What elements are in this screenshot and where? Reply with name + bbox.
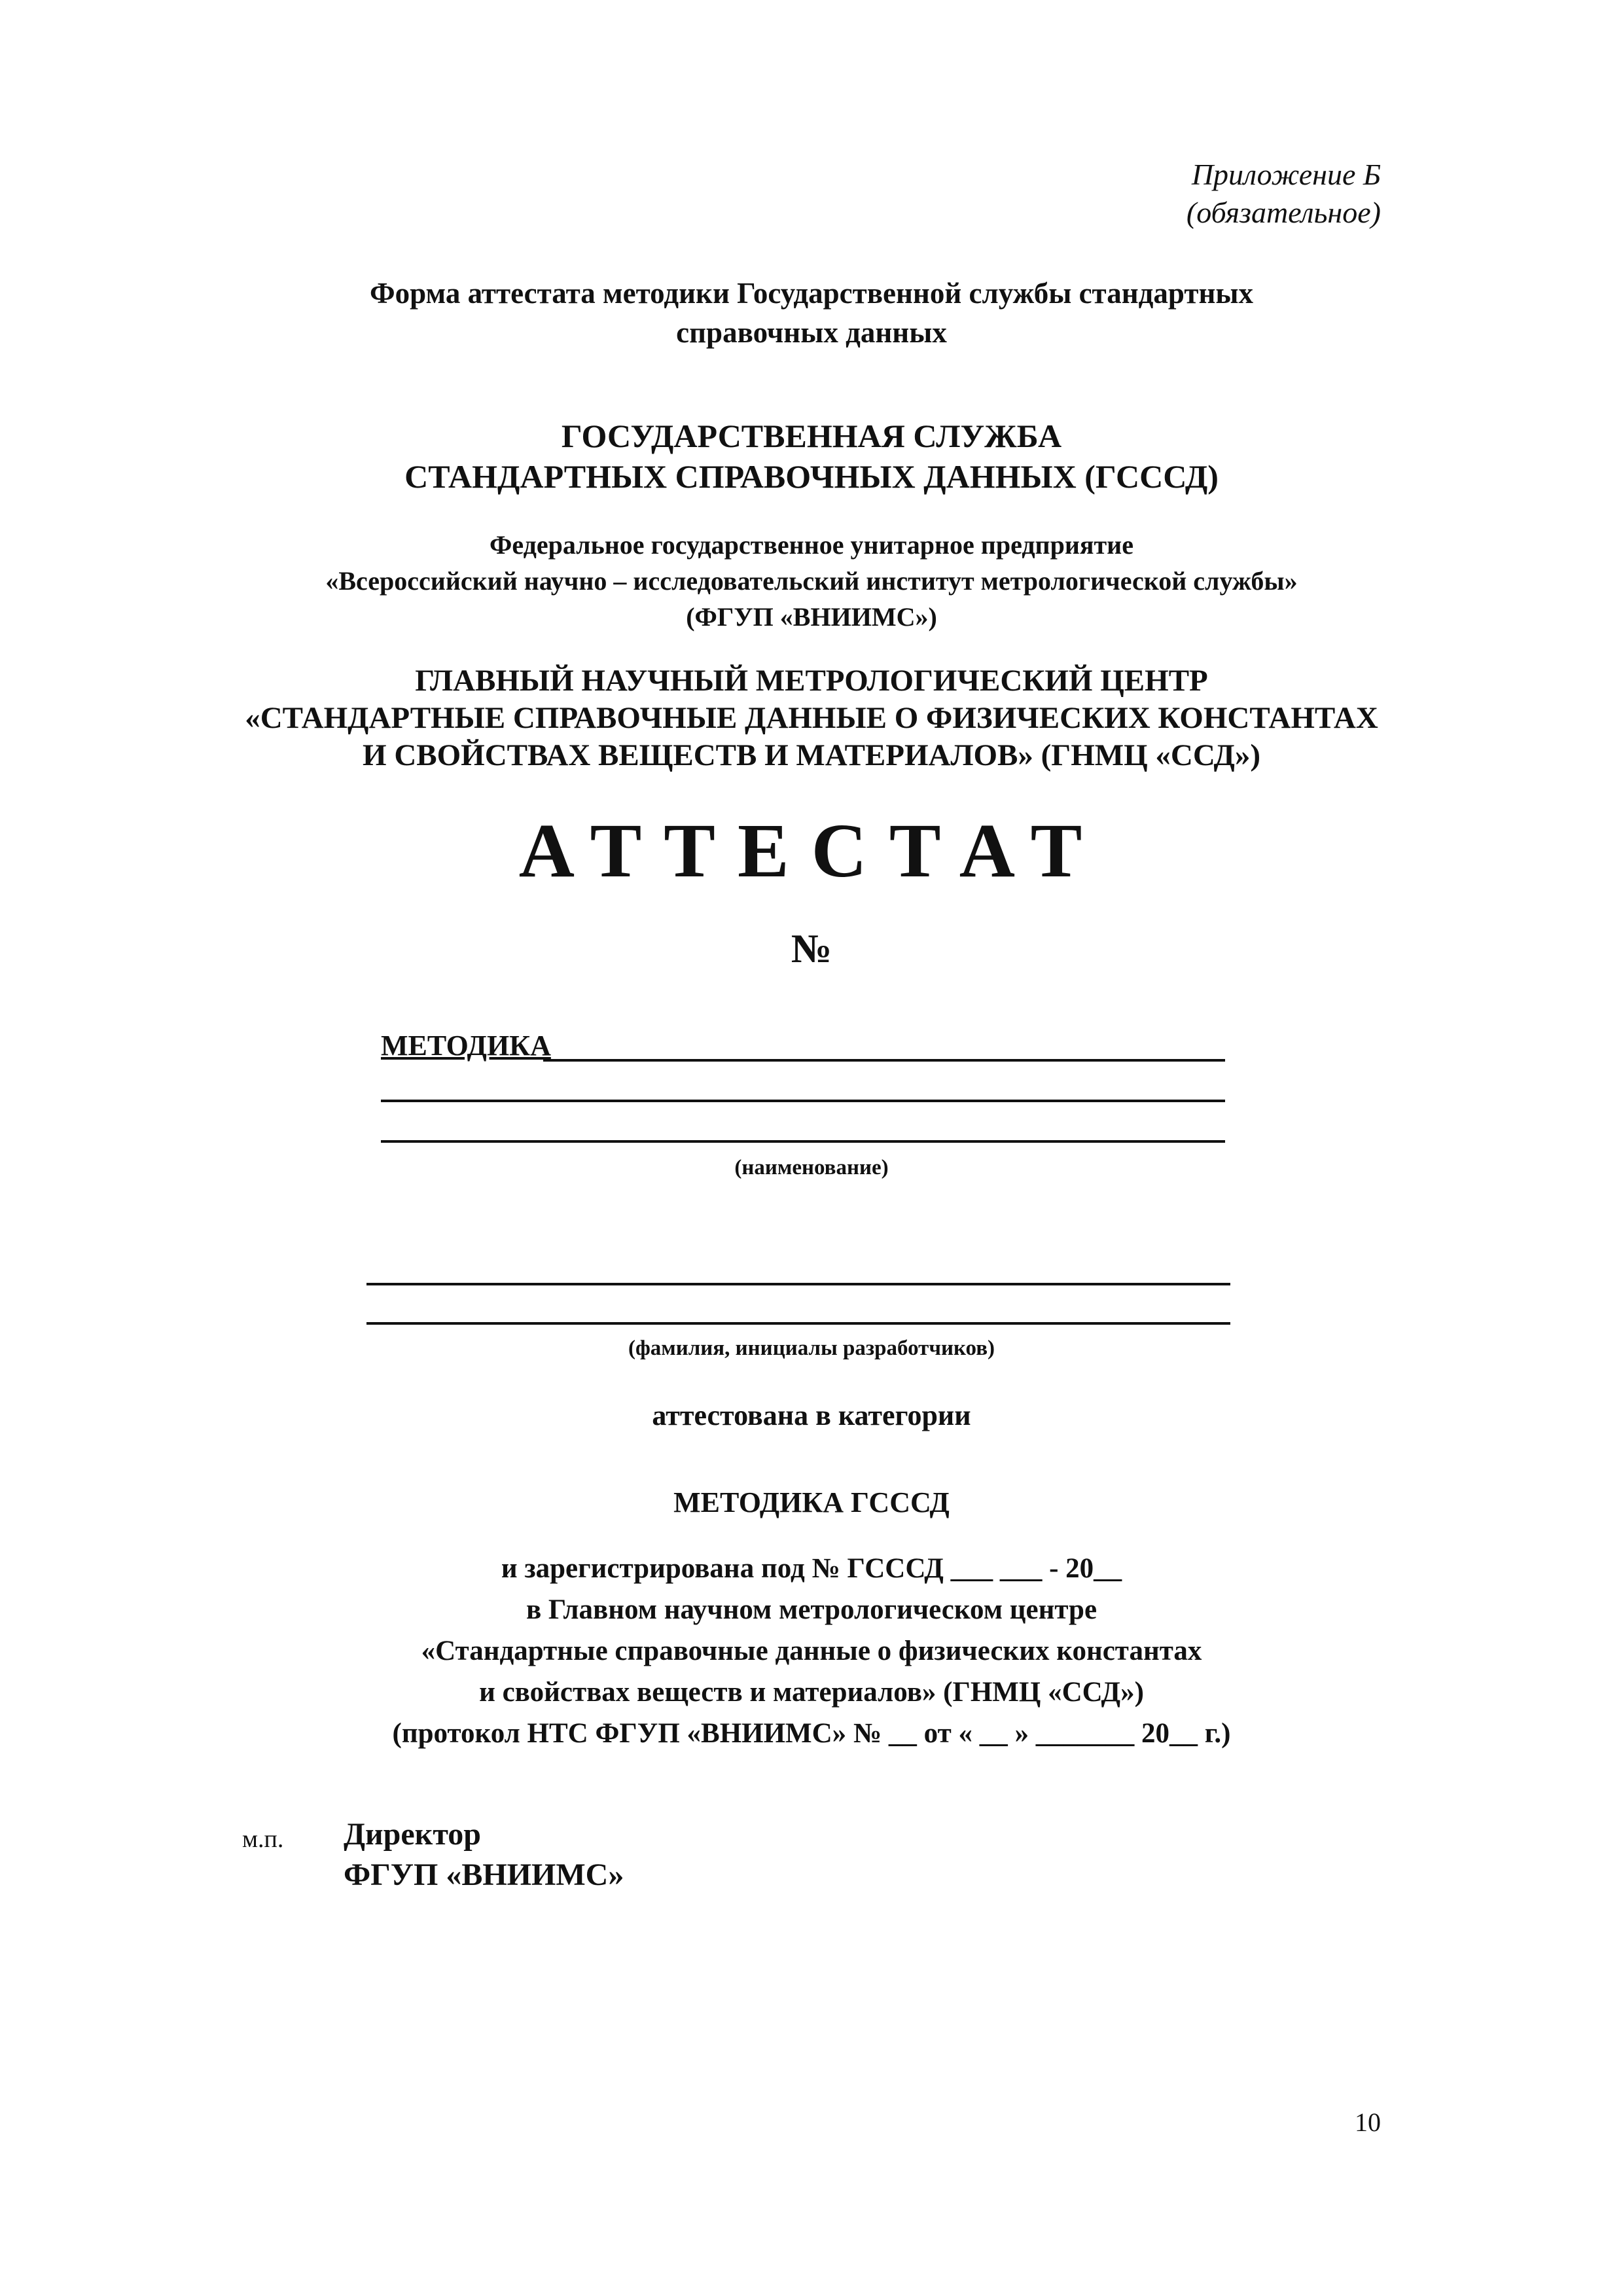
form-title: Форма аттестата методики Государственной службы стандартных справочных данных: [369, 277, 1254, 349]
registration-block: и зарегистрирована под № ГСССД ___ ___ - 20__ в Главном научном метрологическом центре «Стандартные справочные данные о физических константах и свойствах веществ и материалов» (ГНМЦ «ССД») (протокол НТС ФГУП «ВНИИМС» № __ от « __ » _______ 20__ г.): [0, 1548, 1623, 1754]
certified-category-text: аттестована в категории: [652, 1399, 971, 1431]
certified-category-value: МЕТОДИКА ГСССД: [673, 1486, 950, 1518]
registration-number-line: и зарегистрирована под № ГСССД ___ ___ - 20__: [501, 1553, 1122, 1584]
developers-caption: (фамилия, инициалы разработчиков): [628, 1336, 995, 1360]
director-position: Директор: [344, 1817, 481, 1852]
org-enterprise: Федеральное государственное унитарное предприятие «Всероссийский научно – исследовательский институт метрологической службы» (ФГУП «ВНИИМС»): [325, 530, 1298, 632]
director-organization: ФГУП «ВНИИМС»: [344, 1857, 624, 1892]
developers-line-1: [366, 1283, 1230, 1285]
org-main-heading: ГОСУДАРСТВЕННАЯ СЛУЖБА СТАНДАРТНЫХ СПРАВОЧНЫХ ДАННЫХ (ГСССД): [404, 418, 1219, 495]
stamp-place-label: м.п.: [242, 1825, 284, 1853]
appendix-title: Приложение Б: [1191, 158, 1381, 191]
attestat-title: АТТЕСТАТ: [518, 808, 1105, 893]
method-name-line-1: [543, 1059, 1225, 1062]
appendix-label: [1186, 156, 1381, 232]
org-center: ГЛАВНЫЙ НАУЧНЫЙ МЕТРОЛОГИЧЕСКИЙ ЦЕНТР «СТАНДАРТНЫЕ СПРАВОЧНЫЕ ДАННЫЕ О ФИЗИЧЕСКИХ КОНСТАНТАХ И СВОЙСТВАХ ВЕЩЕСТВ И МАТЕРИАЛОВ» (ГНМЦ «ССД»): [245, 664, 1378, 772]
director-signature-block: [344, 1814, 624, 1895]
method-name-line-2: [381, 1100, 1225, 1102]
protocol-line: (протокол НТС ФГУП «ВНИИМС» № __ от « __ » _______ 20__ г.): [392, 1718, 1231, 1749]
method-name-line-3: [381, 1140, 1225, 1143]
attestat-number-sign: №: [791, 927, 832, 971]
appendix-status: (обязательное): [1186, 196, 1381, 229]
method-name-caption: (наименование): [734, 1156, 889, 1179]
method-label: МЕТОДИКА: [381, 1030, 551, 1062]
developers-line-2: [366, 1322, 1230, 1325]
page-number: 10: [1355, 2108, 1381, 2137]
